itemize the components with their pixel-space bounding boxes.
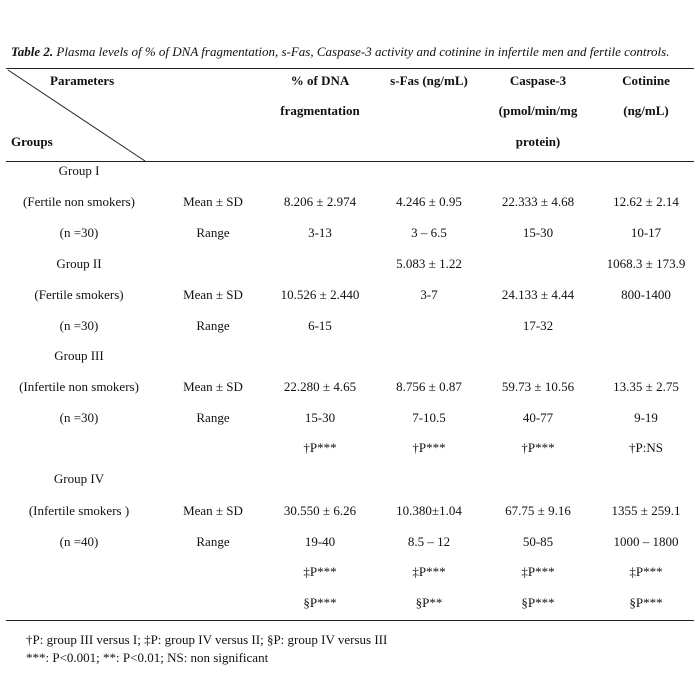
cell-caspase-3: 17-32 xyxy=(522,318,554,333)
cell-caspase-3: 22.333 ± 4.68 xyxy=(501,194,575,209)
cell-group: (Infertile smokers ) xyxy=(28,503,130,518)
cell-group: (n =30) xyxy=(59,410,99,425)
cell-cotinine: 800-1400 xyxy=(621,287,671,302)
cell-stat: Mean ± SD xyxy=(183,287,243,302)
table-label: Table 2. xyxy=(11,44,54,59)
header-sfas: s-Fas (ng/mL) xyxy=(390,73,468,88)
cell-cotinine: 10-17 xyxy=(630,225,662,240)
cell-caspase-3: 15-30 xyxy=(522,225,554,240)
footnote-line1: †P: group III versus I; ‡P: group IV versus II; §P: group IV versus III xyxy=(26,632,388,647)
cell-cotinine: 1000 – 1800 xyxy=(613,534,679,549)
cell-sfas: 7-10.5 xyxy=(412,410,446,425)
header-groups: Groups xyxy=(11,134,53,149)
cell-sfas: 3 – 6.5 xyxy=(411,225,447,240)
header-cotinine-line1: Cotinine xyxy=(622,73,670,88)
cell-cotinine: §P*** xyxy=(629,595,663,610)
cell-caspase-3: 40-77 xyxy=(522,410,554,425)
table-caption-text: Plasma levels of % of DNA fragmentation, s-Fas, Caspase-3 activity and cotinine in infertile men and fertile controls. xyxy=(53,44,670,59)
cell-group: (Fertile non smokers) xyxy=(23,194,135,209)
header-parameters: Parameters xyxy=(50,73,115,88)
cell-sfas: †P*** xyxy=(412,440,446,455)
cell-group: Group II xyxy=(56,256,102,271)
cell-dna-fragmentation: 6-15 xyxy=(308,318,332,333)
cell-stat: Range xyxy=(196,534,230,549)
cell-caspase-3: 50-85 xyxy=(522,534,554,549)
header-cotinine-line2: (ng/mL) xyxy=(623,103,669,118)
cell-caspase-3: 24.133 ± 4.44 xyxy=(501,287,575,302)
cell-dna-fragmentation: ‡P*** xyxy=(303,564,337,579)
cell-caspase-3: 59.73 ± 10.56 xyxy=(501,379,575,394)
footnote-line2: ***: P<0.001; **: P<0.01; NS: non significant xyxy=(26,650,269,665)
cell-stat: Range xyxy=(196,410,230,425)
cell-stat: Mean ± SD xyxy=(183,503,243,518)
cell-dna-fragmentation: 10.526 ± 2.440 xyxy=(280,287,360,302)
cell-cotinine: 13.35 ± 2.75 xyxy=(613,379,679,394)
cell-cotinine: 12.62 ± 2.14 xyxy=(613,194,679,209)
cell-caspase-3: †P*** xyxy=(521,440,555,455)
cell-dna-fragmentation: §P*** xyxy=(303,595,337,610)
cell-sfas: 3-7 xyxy=(420,287,438,302)
cell-group: Group I xyxy=(58,163,100,178)
cell-group: (n =40) xyxy=(59,534,99,549)
cell-stat: Range xyxy=(196,318,230,333)
cell-sfas: 8.5 – 12 xyxy=(407,534,451,549)
cell-sfas: §P** xyxy=(415,595,443,610)
cell-group: Group III xyxy=(54,348,104,363)
cell-cotinine: ‡P*** xyxy=(629,564,663,579)
cell-caspase-3: 67.75 ± 9.16 xyxy=(505,503,571,518)
cell-cotinine: 9-19 xyxy=(634,410,658,425)
cell-cotinine: 1355 ± 259.1 xyxy=(611,503,681,518)
cell-dna-fragmentation: †P*** xyxy=(303,440,337,455)
header-caspase-line3: protein) xyxy=(515,134,561,149)
cell-sfas: 4.246 ± 0.95 xyxy=(396,194,462,209)
cell-dna-fragmentation: 15-30 xyxy=(304,410,336,425)
cell-sfas: ‡P*** xyxy=(412,564,446,579)
header-dna-line2: fragmentation xyxy=(280,103,360,118)
cell-cotinine: 1068.3 ± 173.9 xyxy=(606,256,686,271)
cell-dna-fragmentation: 8.206 ± 2.974 xyxy=(283,194,357,209)
cell-group: (Fertile smokers) xyxy=(34,287,124,302)
cell-group: (Infertile non smokers) xyxy=(19,379,139,394)
cell-dna-fragmentation: 22.280 ± 4.65 xyxy=(283,379,357,394)
header-caspase-line1: Caspase-3 xyxy=(509,73,567,88)
cell-dna-fragmentation: 3-13 xyxy=(308,225,332,240)
cell-group: Group IV xyxy=(53,471,105,486)
cell-caspase-3: ‡P*** xyxy=(521,564,555,579)
header-dna-line1: % of DNA xyxy=(290,73,350,88)
cell-sfas: 10.380±1.04 xyxy=(396,503,462,518)
cell-dna-fragmentation: 19-40 xyxy=(304,534,336,549)
cell-stat: Range xyxy=(196,225,230,240)
cell-group: (n =30) xyxy=(59,225,99,240)
cell-sfas: 5.083 ± 1.22 xyxy=(396,256,462,271)
cell-cotinine: †P:NS xyxy=(629,440,663,455)
cell-stat: Mean ± SD xyxy=(183,194,243,209)
cell-caspase-3: §P*** xyxy=(521,595,555,610)
cell-dna-fragmentation: 30.550 ± 6.26 xyxy=(283,503,357,518)
cell-stat: Mean ± SD xyxy=(183,379,243,394)
cell-sfas: 8.756 ± 0.87 xyxy=(396,379,462,394)
cell-group: (n =30) xyxy=(59,318,99,333)
header-caspase-line2: (pmol/min/mg xyxy=(498,103,578,118)
